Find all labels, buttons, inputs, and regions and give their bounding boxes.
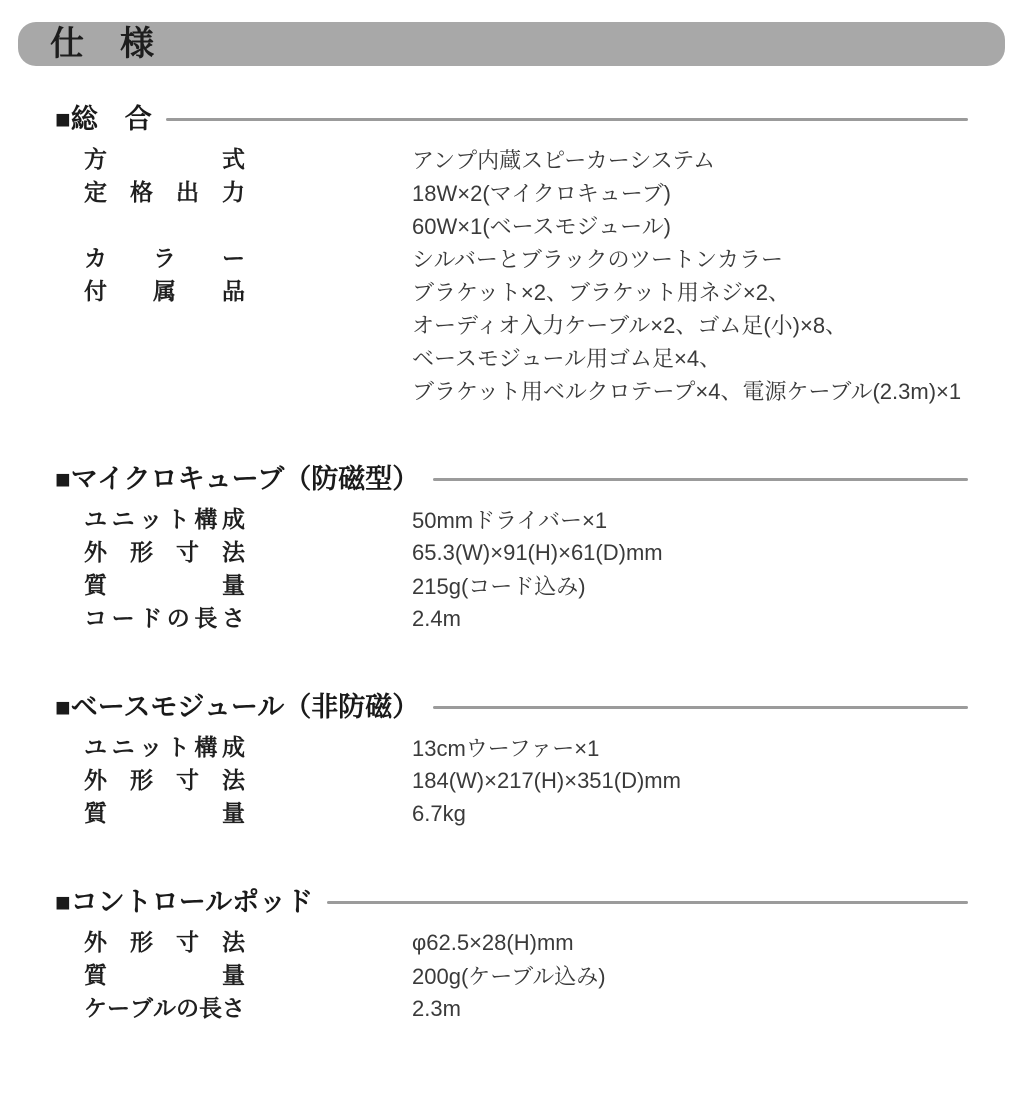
spec-value-line: 13cmウーファー×1: [412, 736, 600, 761]
spec-label: [84, 731, 245, 764]
spec-value: [412, 143, 715, 176]
spec-label-char: 形: [130, 539, 153, 565]
spec-label-char: ル: [153, 995, 176, 1021]
spec-row: [84, 275, 968, 407]
spec-value: [412, 797, 466, 830]
section-title: ベースモジュール（非防磁）: [70, 692, 420, 722]
spec-label-char: 属: [153, 278, 176, 304]
spec-label-char: 定: [84, 179, 107, 205]
spec-value-line: 2.3m: [412, 995, 461, 1021]
spec-label-char: ト: [166, 734, 190, 760]
spec-section: [55, 104, 968, 407]
spec-row: [84, 797, 968, 830]
spec-value: [412, 926, 574, 959]
spec-row: [84, 764, 968, 797]
spec-value-line: 60W×1(ベースモジュール): [412, 214, 671, 239]
spec-label-char: ブ: [130, 995, 153, 1021]
section-bullet-icon: ■: [55, 692, 71, 722]
spec-label-char: 量: [222, 962, 245, 988]
spec-label-char: 形: [130, 767, 153, 793]
spec-rows: [84, 926, 968, 1025]
section-bullet-icon: ■: [55, 887, 71, 917]
section-divider: [166, 118, 968, 121]
spec-label: [84, 503, 245, 536]
spec-label: [84, 959, 245, 992]
spec-label: [84, 926, 245, 959]
spec-label-char: ケ: [84, 995, 107, 1021]
spec-label-char: 格: [130, 179, 153, 205]
section-divider: [327, 901, 968, 904]
page-title: 仕 様: [50, 25, 155, 63]
spec-row: [84, 536, 968, 569]
spec-label-char: 力: [222, 179, 245, 205]
spec-section: [55, 887, 968, 1025]
spec-value-line: アンプ内蔵スピーカーシステム: [412, 148, 716, 173]
spec-label-char: 方: [84, 146, 107, 172]
spec-value-line: 50mmドライバー×1: [412, 508, 608, 533]
spec-label-char: 法: [222, 767, 245, 793]
spec-label-char: ー: [222, 245, 245, 271]
spec-label-char: 量: [222, 572, 245, 598]
section-bullet-icon: ■: [55, 464, 71, 494]
section-divider: [433, 706, 968, 709]
spec-label-char: 構: [194, 734, 218, 760]
spec-label: [84, 992, 245, 1025]
spec-row: [84, 242, 968, 275]
spec-value: [412, 176, 671, 242]
spec-label-char: 外: [84, 929, 107, 955]
spec-row: [84, 503, 968, 536]
spec-label: [84, 275, 245, 308]
spec-row: [84, 926, 968, 959]
spec-value-line: ベースモジュール用ゴム足×4、: [412, 346, 722, 371]
spec-label-char: ユ: [84, 506, 107, 532]
spec-label-char: ラ: [153, 245, 176, 271]
spec-value-line: 6.7kg: [412, 800, 466, 826]
spec-value: [412, 602, 461, 635]
spec-label-char: 長: [194, 605, 218, 631]
spec-label-char: 外: [84, 767, 107, 793]
spec-label-char: 寸: [176, 539, 199, 565]
spec-label-char: 量: [222, 800, 245, 826]
spec-label-char: 式: [222, 146, 245, 172]
spec-label-char: 長: [199, 995, 222, 1021]
spec-label-char: 成: [221, 734, 245, 760]
spec-sections: [0, 104, 1021, 1025]
spec-row: [84, 731, 968, 764]
spec-value: [412, 503, 607, 536]
spec-row: [84, 602, 968, 635]
spec-label-char: 成: [221, 506, 245, 532]
spec-label-char: 寸: [176, 767, 199, 793]
spec-label-char: カ: [84, 245, 107, 271]
spec-value: [412, 992, 461, 1025]
spec-rows: [84, 503, 968, 635]
spec-value-line: 200g(ケーブル込み): [412, 964, 606, 989]
spec-label-char: ト: [166, 506, 190, 532]
spec-label-char: 質: [84, 962, 107, 988]
spec-value-line: 18W×2(マイクロキューブ): [412, 181, 671, 206]
spec-row: [84, 959, 968, 992]
spec-value: [412, 764, 681, 797]
spec-value-line: 184(W)×217(H)×351(D)mm: [412, 767, 681, 793]
spec-value: [412, 242, 783, 275]
spec-label: [84, 143, 245, 176]
spec-label: [84, 176, 245, 209]
spec-value-line: 215g(コード込み): [412, 574, 586, 599]
spec-row: [84, 992, 968, 1025]
spec-label-char: さ: [221, 605, 245, 631]
spec-label-char: ッ: [139, 506, 163, 532]
spec-label-char: ユ: [84, 734, 107, 760]
spec-label-char: 出: [176, 179, 199, 205]
spec-label-char: ッ: [139, 734, 163, 760]
spec-value-line: ブラケット×2、ブラケット用ネジ×2、: [412, 280, 790, 305]
spec-label: [84, 797, 245, 830]
section-header: [55, 104, 968, 134]
spec-value-line: φ62.5×28(H)mm: [412, 929, 574, 955]
spec-value: [412, 275, 961, 407]
spec-label: [84, 536, 245, 569]
spec-label-char: の: [176, 995, 199, 1021]
spec-label-char: 構: [194, 506, 218, 532]
spec-row: [84, 176, 968, 242]
spec-value-line: ブラケット用ベルクロテープ×4、電源ケーブル(2.3m)×1: [412, 379, 962, 404]
spec-label-char: 形: [130, 929, 153, 955]
spec-label-char: コ: [84, 605, 107, 631]
spec-value-line: 2.4m: [412, 605, 461, 631]
section-title: 総 合: [70, 104, 152, 134]
spec-label: [84, 764, 245, 797]
spec-row: [84, 143, 968, 176]
spec-value: [412, 536, 663, 569]
spec-label-char: ド: [139, 605, 163, 631]
spec-label-char: ニ: [111, 734, 135, 760]
spec-rows: [84, 731, 968, 830]
spec-value-line: シルバーとブラックのツートンカラー: [412, 247, 784, 272]
spec-label: [84, 602, 245, 635]
section-header: [55, 887, 968, 917]
spec-label: [84, 569, 245, 602]
spec-label: [84, 242, 245, 275]
section-header: [55, 692, 968, 722]
spec-label-char: ー: [107, 995, 130, 1021]
spec-section: [55, 464, 968, 635]
spec-value: [412, 959, 606, 992]
spec-section: [55, 692, 968, 830]
spec-value-line: オーディオ入力ケーブル×2、ゴム足(小)×8、: [412, 313, 848, 338]
spec-label-char: 質: [84, 800, 107, 826]
spec-value: [412, 569, 586, 602]
spec-label-char: さ: [222, 995, 245, 1021]
spec-label-char: ニ: [111, 506, 135, 532]
spec-label-char: 寸: [176, 929, 199, 955]
spec-value: [412, 731, 599, 764]
spec-row: [84, 569, 968, 602]
spec-label-char: 付: [84, 278, 107, 304]
section-title: マイクロキューブ（防磁型）: [70, 464, 420, 494]
spec-label-char: 法: [222, 539, 245, 565]
spec-label-char: 質: [84, 572, 107, 598]
spec-label-char: の: [166, 605, 190, 631]
section-header: [55, 464, 968, 494]
spec-value-line: 65.3(W)×91(H)×61(D)mm: [412, 539, 663, 565]
spec-rows: [84, 143, 968, 407]
page-title-bar: [18, 22, 1005, 66]
spec-label-char: 法: [222, 929, 245, 955]
spec-label-char: ー: [111, 605, 135, 631]
section-divider: [433, 478, 968, 481]
section-title: コントロールポッド: [70, 887, 314, 917]
spec-label-char: 品: [222, 278, 245, 304]
section-bullet-icon: ■: [55, 104, 71, 134]
spec-label-char: 外: [84, 539, 107, 565]
